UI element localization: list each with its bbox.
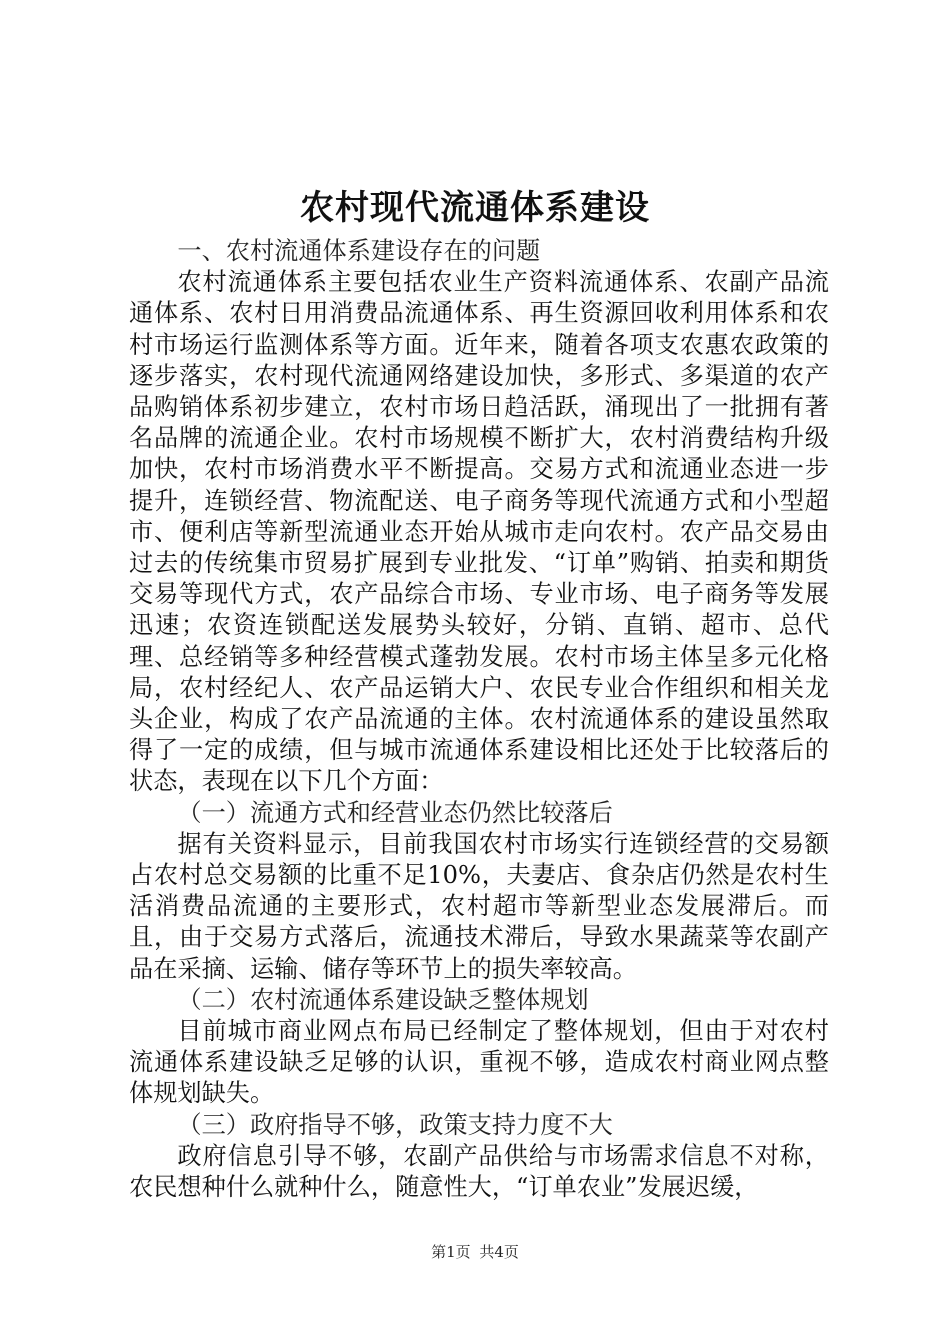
page-total: 共4页 (479, 1243, 519, 1261)
page-number: 第1页 (431, 1243, 471, 1261)
body-paragraph: 政府信息引导不够，农副产品供给与市场需求信息不对称，农民想种什么就种什么，随意性大，“订单农业”发展迟缓， (129, 1141, 829, 1202)
body-paragraph: 农村流通体系主要包括农业生产资料流通体系、农副产品流通体系、农村日用消费品流通体系、再生资源回收利用体系和农村市场运行监测体系等方面。近年来，随着各项支农惠农政策的逐步落实，农村现代流通网络建设加快，多形式、多渠道的农产品购销体系初步建立，农村市场日趋活跃，涌现出了一批拥有著名品牌的流通企业。农村市场规模不断扩大，农村消费结构升级加快，农村市场消费水平不断提高。交易方式和流通业态进一步提升，连锁经营、物流配送、电子商务等现代流通方式和小型超市、便利店等新型流通业态开始从城市走向农村。农产品交易由过去的传统集市贸易扩展到专业批发、“订单”购销、拍卖和期货交易等现代方式，农产品综合市场、专业市场、电子商务等发展迅速；农资连锁配送发展势头较好，分销、直销、超市、总代理、总经销等多种经营模式蓬勃发展。农村市场主体呈多元化格局，农村经纪人、农产品运销大户、农民专业合作组织和相关龙头企业，构成了农产品流通的主体。农村流通体系的建设虽然取得了一定的成绩，但与城市流通体系建设相比还处于比较落后的状态，表现在以下几个方面： (129, 268, 829, 796)
body-paragraph: 据有关资料显示，目前我国农村市场实行连锁经营的交易额占农村总交易额的比重不足10%，夫妻店、食杂店仍然是农村生活消费品流通的主要形式，农村超市等新型业态发展滞后。而且，由于交易方式落后，流通技术滞后，导致水果蔬菜等农副产品在采摘、运输、储存等环节上的损失率较高。 (129, 829, 829, 983)
document-title: 农村现代流通体系建设 (300, 188, 650, 228)
document-body (129, 236, 829, 1203)
subsection-heading: （二）农村流通体系建设缺乏整体规划 (177, 985, 589, 1014)
page-footer (0, 1242, 950, 1262)
subsection-heading: （一）流通方式和经营业态仍然比较落后 (177, 798, 613, 827)
subsection-heading: （三）政府指导不够，政策支持力度不大 (177, 1110, 613, 1139)
section-heading: 一、农村流通体系建设存在的问题 (177, 237, 541, 265)
body-paragraph: 目前城市商业网点布局已经制定了整体规划，但由于对农村流通体系建设缺乏足够的认识，重视不够，造成农村商业网点整体规划缺失。 (129, 1017, 829, 1108)
